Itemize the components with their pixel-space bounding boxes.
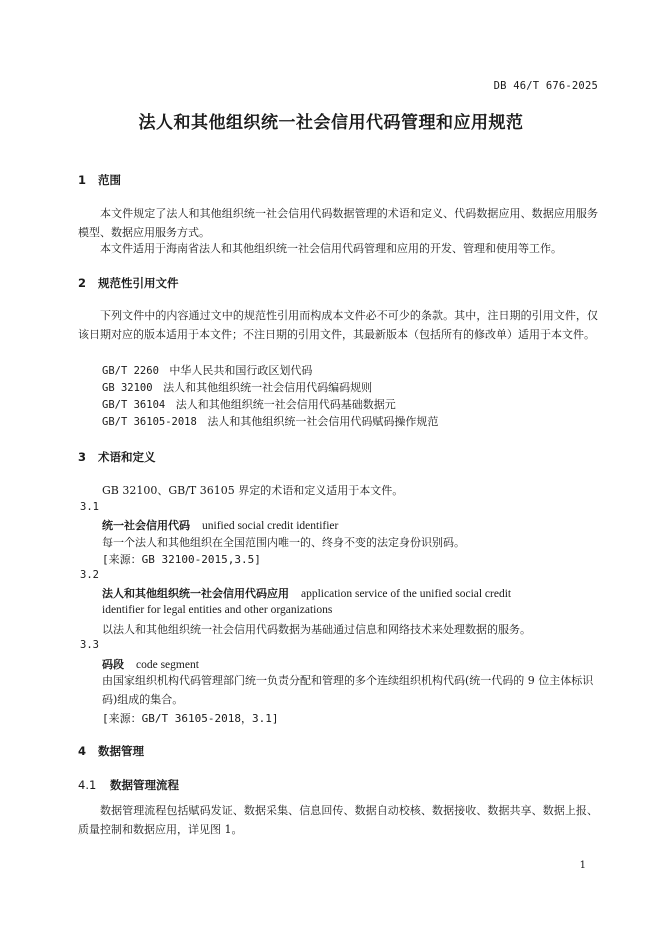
section-1-paragraph-2: 本文件适用于海南省法人和其他组织统一社会信用代码管理和应用的开发、管理和使用等工作。 [100,242,562,255]
subsection-title: 数据管理流程 [110,778,179,792]
term-number: 3.2 [80,569,99,581]
reference-name: 法人和其他组织统一社会信用代码赋码操作规范 [207,415,439,428]
section-title: 范围 [98,173,121,187]
document-code: DB 46/T 676-2025 [493,80,598,92]
section-2-paragraph-1: 下列文件中的内容通过文中的规范性引用而构成本文件必不可少的条款。其中，注日期的引用文件，仅该日期对应的版本适用于本文件；不注日期的引用文件，其最新版本（包括所有的修改单）适用于本文件。 [78,309,598,341]
reference-code: GB/T 36105-2018 [102,416,197,428]
term-definition: 由国家组织机构代码管理部门统一负责分配和管理的多个连续组织机构代码(统一代码的 9 位主体标识码)组成的集合。 [102,674,594,706]
reference-item [102,412,438,432]
term-number: 3.1 [80,501,99,513]
term-chinese: 统一社会信用代码 [102,519,190,532]
term-source: [来源：GB/T 36105-2018，3.1] [102,712,279,725]
section-1-heading [78,172,121,188]
term-english: application service of the unified social credit [301,588,512,600]
term-definition: 每一个法人和其他组织在全国范围内唯一的、终身不变的法定身份识别码。 [102,536,465,549]
term-heading [102,656,199,672]
document-title: 法人和其他组织统一社会信用代码管理和应用规范 [138,113,524,133]
section-4-heading [78,743,144,759]
term-source: [来源：GB 32100-2015,3.5] [102,553,261,566]
reference-name: 法人和其他组织统一社会信用代码编码规则 [163,381,373,394]
reference-name: 法人和其他组织统一社会信用代码基础数据元 [175,398,396,411]
page-number: 1 [579,860,586,871]
section-3-intro: GB 32100、GB/T 36105 界定的术语和定义适用于本文件。 [102,484,404,497]
term-number: 3.3 [80,639,99,651]
section-title: 术语和定义 [98,450,156,464]
subsection-4-1-heading [78,777,179,793]
section-number: 4 [78,744,87,758]
reference-code: GB/T 36104 [102,399,166,411]
term-english: unified social credit identifier [202,520,339,532]
reference-code: GB 32100 [102,382,153,394]
term-english-continued [102,603,332,616]
term-chinese: 码段 [102,658,124,671]
section-2-heading [78,275,179,291]
subsection-number: 4.1 [78,778,97,792]
term-heading [102,517,338,533]
term-definition: 以法人和其他组织统一社会信用代码数据为基础通过信息和网络技术来处理数据的服务。 [102,623,531,636]
term-heading [102,585,511,601]
term-english-line-2: identifier for legal entities and other organizations [102,604,333,616]
section-number: 2 [78,276,87,290]
term-chinese: 法人和其他组织统一社会信用代码应用 [102,587,289,600]
section-title: 规范性引用文件 [98,276,179,290]
section-number: 3 [78,450,87,464]
term-english: code segment [136,659,199,671]
reference-name: 中华人民共和国行政区划代码 [169,364,313,377]
section-title: 数据管理 [98,744,144,758]
section-3-heading [78,449,156,465]
reference-code: GB/T 2260 [102,365,159,377]
section-1-paragraph-1: 本文件规定了法人和其他组织统一社会信用代码数据管理的术语和定义、代码数据应用、数据应用服务模型、数据应用服务方式。 [78,207,598,239]
subsection-4-1-paragraph: 数据管理流程包括赋码发证、数据采集、信息回传、数据自动校核、数据接收、数据共享、数据上报、质量控制和数据应用，详见图 1。 [78,804,598,836]
section-number: 1 [78,173,87,187]
